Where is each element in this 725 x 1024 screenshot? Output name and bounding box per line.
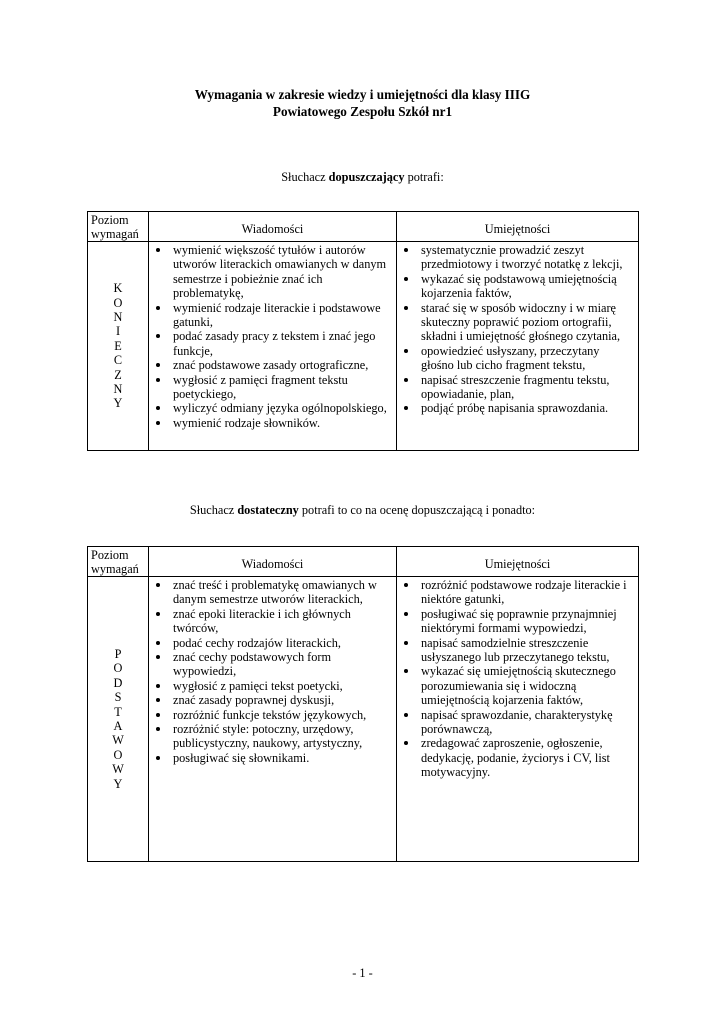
header-skills: Umiejętności (397, 212, 639, 242)
list-item: rozróżnić funkcje tekstów językowych, (149, 708, 392, 722)
grade-name: dopuszczający (328, 170, 405, 184)
list-item: znać treść i problematykę omawianych w danym semestrze utworów literackich, (149, 578, 392, 607)
grade-name: dostateczny (237, 503, 299, 517)
list-item: wymienić rodzaje słowników. (149, 416, 392, 430)
list-item: starać się w sposób widoczny i w miarę skuteczny poprawić poziom ortografii, składni i umiejętność głośnego czytania, (397, 301, 634, 344)
list-item: posługiwać się słownikami. (149, 751, 392, 765)
header-level: Poziom wymagań (88, 212, 149, 242)
list-item: znać zasady poprawnej dyskusji, (149, 693, 392, 707)
header-knowledge: Wiadomości (149, 547, 397, 577)
table-row (88, 577, 639, 862)
skills-list (397, 577, 638, 780)
skills-cell (397, 242, 639, 451)
level-vertical-label: P O D S T A W O W Y (88, 577, 149, 862)
list-item: zredagować zaproszenie, ogłoszenie, dedykację, podanie, życiorys i CV, list motywacyjny. (397, 736, 634, 779)
list-item: napisać samodzielnie streszczenie usłyszanego lub przeczytanego tekstu, (397, 636, 634, 665)
table-row (88, 242, 639, 451)
knowledge-cell (149, 242, 397, 451)
title-line-1: Wymagania w zakresie wiedzy i umiejętności dla klasy IIIG (194, 87, 531, 102)
list-item: wykazać się umiejętnością skutecznego porozumiewania się i widoczną umiejętnością kojarzenia faktów, (397, 664, 634, 707)
list-item: napisać streszczenie fragmentu tekstu, opowiadanie, plan, (397, 373, 634, 402)
header-skills: Umiejętności (397, 547, 639, 577)
list-item: wymienić rodzaje literackie i podstawowe gatunki, (149, 301, 392, 330)
requirements-table-1 (87, 211, 639, 451)
title-line-2: Powiatowego Zespołu Szkół nr1 (272, 104, 453, 119)
header-level: Poziom wymagań (88, 547, 149, 577)
skills-list (397, 242, 638, 416)
knowledge-list (149, 577, 396, 765)
list-item: wyliczyć odmiany języka ogólnopolskiego, (149, 401, 392, 415)
requirements-table-2 (87, 546, 639, 862)
list-item: napisać sprawozdanie, charakterystykę porównawczą, (397, 708, 634, 737)
list-item: znać podstawowe zasady ortograficzne, (149, 358, 392, 372)
list-item: znać cechy podstawowych form wypowiedzi, (149, 650, 392, 679)
knowledge-cell (149, 577, 397, 862)
list-item: wygłosić z pamięci fragment tekstu poetyckiego, (149, 373, 392, 402)
section-2-intro: Słuchacz dostateczny potrafi to co na ocenę dopuszczającą i ponadto: (189, 503, 536, 517)
list-item: podać cechy rodzajów literackich, (149, 636, 392, 650)
page-number: - 1 - (352, 966, 373, 980)
skills-cell (397, 577, 639, 862)
header-knowledge: Wiadomości (149, 212, 397, 242)
document-title (0, 86, 725, 120)
list-item: opowiedzieć usłyszany, przeczytany głośno lub cicho fragment tekstu, (397, 344, 634, 373)
table-header-row (88, 212, 639, 242)
list-item: systematycznie prowadzić zeszyt przedmiotowy i tworzyć notatkę z lekcji, (397, 243, 634, 272)
list-item: rozróżnić podstawowe rodzaje literackie i niektóre gatunki, (397, 578, 634, 607)
list-item: rozróżnić style: potoczny, urzędowy, publicystyczny, naukowy, artystyczny, (149, 722, 392, 751)
list-item: znać epoki literackie i ich głównych twórców, (149, 607, 392, 636)
list-item: podać zasady pracy z tekstem i znać jego funkcje, (149, 329, 392, 358)
list-item: posługiwać się poprawnie przynajmniej niektórymi formami wypowiedzi, (397, 607, 634, 636)
table-header-row (88, 547, 639, 577)
list-item: wygłosić z pamięci tekst poetycki, (149, 679, 392, 693)
level-vertical-label: K O N I E C Z N Y (88, 242, 149, 451)
knowledge-list (149, 242, 396, 430)
section-1-intro: Słuchacz dopuszczający potrafi: (281, 170, 444, 184)
list-item: wymienić większość tytułów i autorów utworów literackich omawianych w danym semestrze i pobieżnie znać ich problematykę, (149, 243, 392, 301)
list-item: podjąć próbę napisania sprawozdania. (397, 401, 634, 415)
list-item: wykazać się podstawową umiejętnością kojarzenia faktów, (397, 272, 634, 301)
